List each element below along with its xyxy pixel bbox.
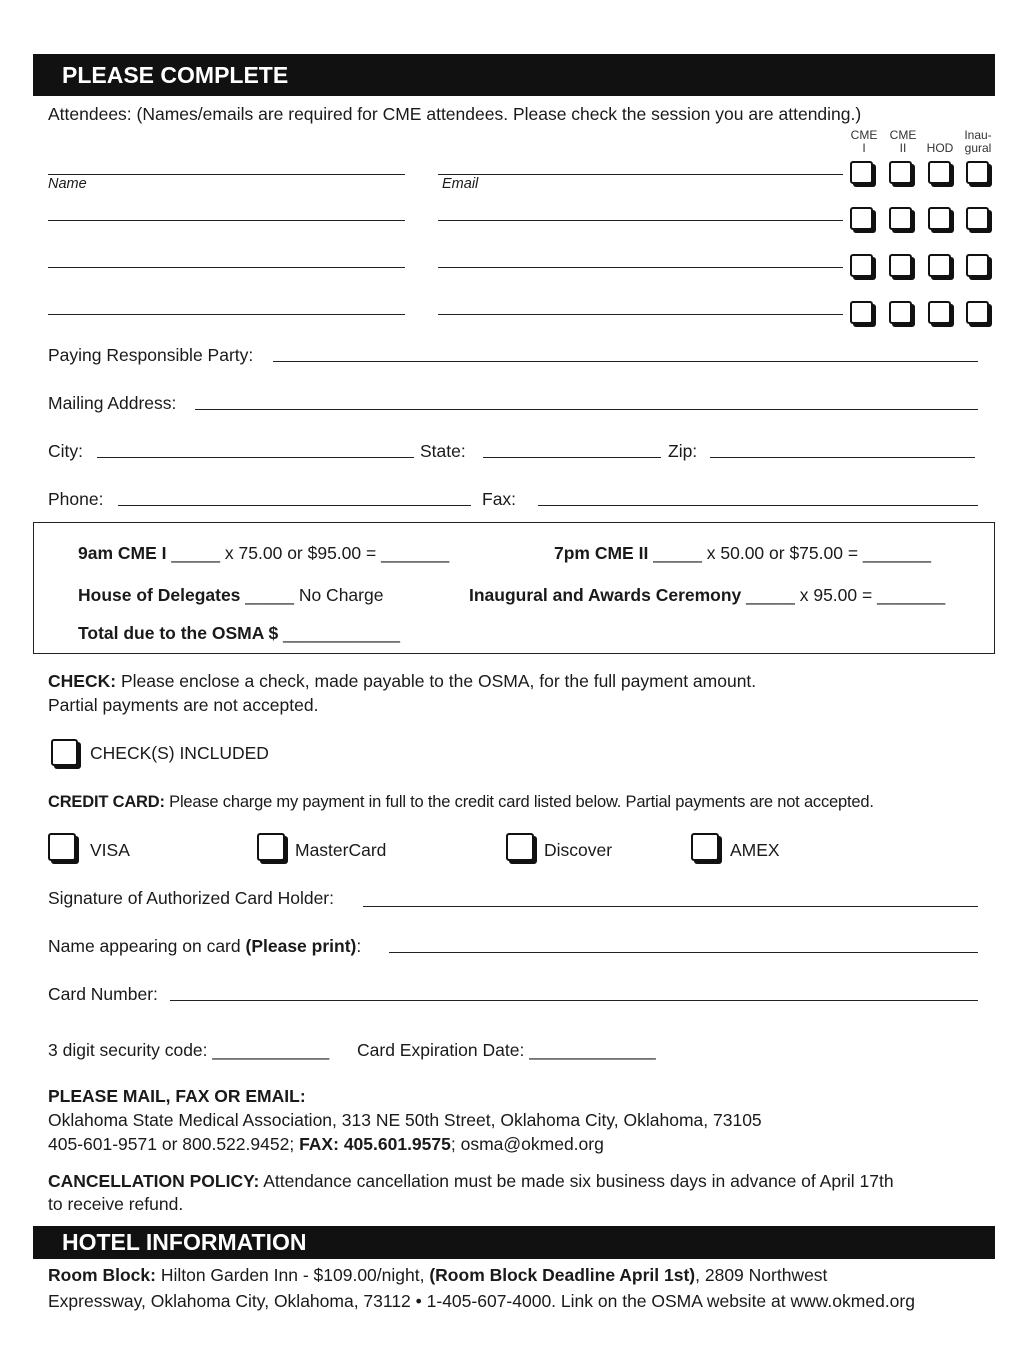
zip-label: Zip: <box>668 441 698 461</box>
mailing-address-field[interactable] <box>195 409 978 410</box>
zip-field[interactable] <box>710 457 975 458</box>
hotel-line-1: Room Block: Hilton Garden Inn - $109.00/night, (Room Block Deadline April 1st), 2809 Northwest <box>48 1265 828 1285</box>
inaugural-fee-price: x 95.00 = _______ <box>799 585 946 605</box>
hotel-information-title: HOTEL INFORMATION <box>62 1229 307 1255</box>
hod-quantity-field[interactable]: _____ <box>245 585 294 605</box>
cme1-fee-row <box>78 543 449 563</box>
cme1-fee-price: x 75.00 or $95.00 = _______ <box>224 543 450 563</box>
mail-fax-label: FAX: <box>299 1134 339 1154</box>
inaugural-fee-row <box>469 585 945 605</box>
cme1-checkbox-3[interactable] <box>850 254 873 277</box>
room-block-deadline: (Room Block Deadline April 1st) <box>429 1265 696 1285</box>
name-on-card-row: Name appearing on card (Please print): <box>48 936 362 956</box>
mail-heading: PLEASE MAIL, FAX OR EMAIL: <box>48 1086 306 1106</box>
hod-checkbox-4[interactable] <box>928 301 951 324</box>
email-label: Email <box>442 176 479 192</box>
inaugural-checkbox-1[interactable] <box>966 161 989 184</box>
name-label: Name <box>48 176 87 192</box>
city-label: City: <box>48 441 83 461</box>
cme2-checkbox-2[interactable] <box>889 207 912 230</box>
phone-field[interactable] <box>118 505 471 506</box>
total-due-row <box>78 623 400 643</box>
hod-checkbox-3[interactable] <box>928 254 951 277</box>
attendee-name-field-4[interactable] <box>48 314 405 315</box>
credit-card-text: Please charge my payment in full to the credit card listed below. Partial payments are not accepted. <box>169 793 874 811</box>
amex-label: AMEX <box>730 840 780 860</box>
col-header-hod: HOD <box>926 141 954 155</box>
hod-fee-price: No Charge <box>298 585 384 605</box>
security-code-field[interactable]: ____________ <box>212 1040 330 1060</box>
expiration-label: Card Expiration Date: <box>357 1040 525 1060</box>
inaugural-fee-label: Inaugural and Awards Ceremony <box>469 585 742 605</box>
cancellation-text-2: to receive refund. <box>48 1194 184 1214</box>
col-header-cme1: CME I <box>850 128 878 155</box>
attendee-name-field-2[interactable] <box>48 220 405 221</box>
col-header-cme2: CME II <box>889 128 917 155</box>
cancellation-heading: CANCELLATION POLICY: <box>48 1171 260 1191</box>
hod-fee-label: House of Delegates <box>78 585 241 605</box>
attendee-name-field-1[interactable] <box>48 174 405 175</box>
hotel-information-header <box>33 1226 995 1259</box>
attendees-instructions: Attendees: (Names/emails are required for CME attendees. Please check the session you are attending.) <box>48 104 862 124</box>
city-field[interactable] <box>97 457 414 458</box>
check-heading: CHECK: <box>48 671 117 691</box>
mail-fax-number: 405.601.9575 <box>343 1134 451 1154</box>
paying-party-field[interactable] <box>273 361 978 362</box>
amex-checkbox[interactable] <box>691 833 719 861</box>
cme2-fee-label: 7pm CME II <box>554 543 649 563</box>
cancellation-policy <box>48 1171 894 1191</box>
hod-fee-row <box>78 585 383 605</box>
check-included-checkbox[interactable] <box>51 739 78 766</box>
expiration-field[interactable]: _____________ <box>529 1040 656 1060</box>
discover-label: Discover <box>544 840 613 860</box>
mastercard-label: MasterCard <box>295 840 387 860</box>
visa-checkbox[interactable] <box>48 833 76 861</box>
total-due-field[interactable]: ____________ <box>283 623 400 643</box>
credit-card-heading: CREDIT CARD: <box>48 793 165 811</box>
inaugural-checkbox-2[interactable] <box>966 207 989 230</box>
cme1-checkbox-2[interactable] <box>850 207 873 230</box>
cme2-quantity-field[interactable]: _____ <box>653 543 702 563</box>
total-due-label: Total due to the OSMA $ <box>78 623 279 643</box>
name-on-card-label: Name appearing on card <box>48 936 241 956</box>
paying-party-label: Paying Responsible Party: <box>48 345 254 365</box>
cme2-fee-price: x 50.00 or $75.00 = _______ <box>706 543 932 563</box>
col-header-inaugural: Inau- gural <box>964 128 992 155</box>
attendee-email-field-4[interactable] <box>438 314 843 315</box>
room-block-label: Room Block: <box>48 1265 156 1285</box>
cme2-checkbox-4[interactable] <box>889 301 912 324</box>
security-code-label: 3 digit security code: <box>48 1040 208 1060</box>
inaugural-quantity-field[interactable]: _____ <box>746 585 795 605</box>
security-code-row <box>48 1040 329 1060</box>
fax-label: Fax: <box>482 489 517 509</box>
cme2-checkbox-3[interactable] <box>889 254 912 277</box>
cme1-quantity-field[interactable]: _____ <box>171 543 221 563</box>
check-instructions <box>48 671 756 691</box>
cme1-checkbox-4[interactable] <box>850 301 873 324</box>
signature-label: Signature of Authorized Card Holder: <box>48 888 334 908</box>
cme1-checkbox-1[interactable] <box>850 161 873 184</box>
cancellation-text: Attendance cancellation must be made six business days in advance of April 17th <box>263 1171 894 1191</box>
attendee-email-field-1[interactable] <box>438 174 843 175</box>
check-included-label: CHECK(S) INCLUDED <box>90 743 269 763</box>
attendee-email-field-3[interactable] <box>438 267 843 268</box>
cme2-checkbox-1[interactable] <box>889 161 912 184</box>
inaugural-checkbox-3[interactable] <box>966 254 989 277</box>
signature-field[interactable] <box>363 906 978 907</box>
mastercard-checkbox[interactable] <box>257 833 285 861</box>
card-number-label: Card Number: <box>48 984 158 1004</box>
mailing-address-label: Mailing Address: <box>48 393 177 413</box>
credit-card-instructions <box>48 792 874 812</box>
attendee-name-field-3[interactable] <box>48 267 405 268</box>
mail-phones: 405-601-9571 or 800.522.9452; <box>48 1134 295 1154</box>
discover-checkbox[interactable] <box>506 833 534 861</box>
mail-contacts <box>48 1134 604 1154</box>
please-complete-title: PLEASE COMPLETE <box>62 62 289 88</box>
check-partial-note: Partial payments are not accepted. <box>48 695 319 715</box>
check-text: Please enclose a check, made payable to the OSMA, for the full payment amount. <box>120 671 757 691</box>
mail-address: Oklahoma State Medical Association, 313 NE 50th Street, Oklahoma City, Oklahoma, 73105 <box>48 1110 762 1130</box>
inaugural-checkbox-4[interactable] <box>966 301 989 324</box>
hod-checkbox-1[interactable] <box>928 161 951 184</box>
card-number-field[interactable] <box>170 1000 978 1001</box>
mail-email: ; osma@okmed.org <box>450 1134 604 1154</box>
state-field[interactable] <box>483 457 661 458</box>
cme1-fee-label: 9am CME I <box>78 543 167 563</box>
name-on-card-print: (Please print) <box>245 936 357 956</box>
please-complete-header <box>33 54 995 96</box>
fax-field[interactable] <box>538 505 978 506</box>
visa-label: VISA <box>90 840 130 860</box>
attendee-email-field-2[interactable] <box>438 220 843 221</box>
state-label: State: <box>420 441 466 461</box>
hotel-line-2: Expressway, Oklahoma City, Oklahoma, 73112 • 1-405-607-4000. Link on the OSMA website at www.okmed.org <box>48 1291 915 1311</box>
expiration-row <box>357 1040 656 1060</box>
cme2-fee-row <box>554 543 931 563</box>
hod-checkbox-2[interactable] <box>928 207 951 230</box>
phone-label: Phone: <box>48 489 104 509</box>
name-on-card-field[interactable] <box>389 952 978 953</box>
